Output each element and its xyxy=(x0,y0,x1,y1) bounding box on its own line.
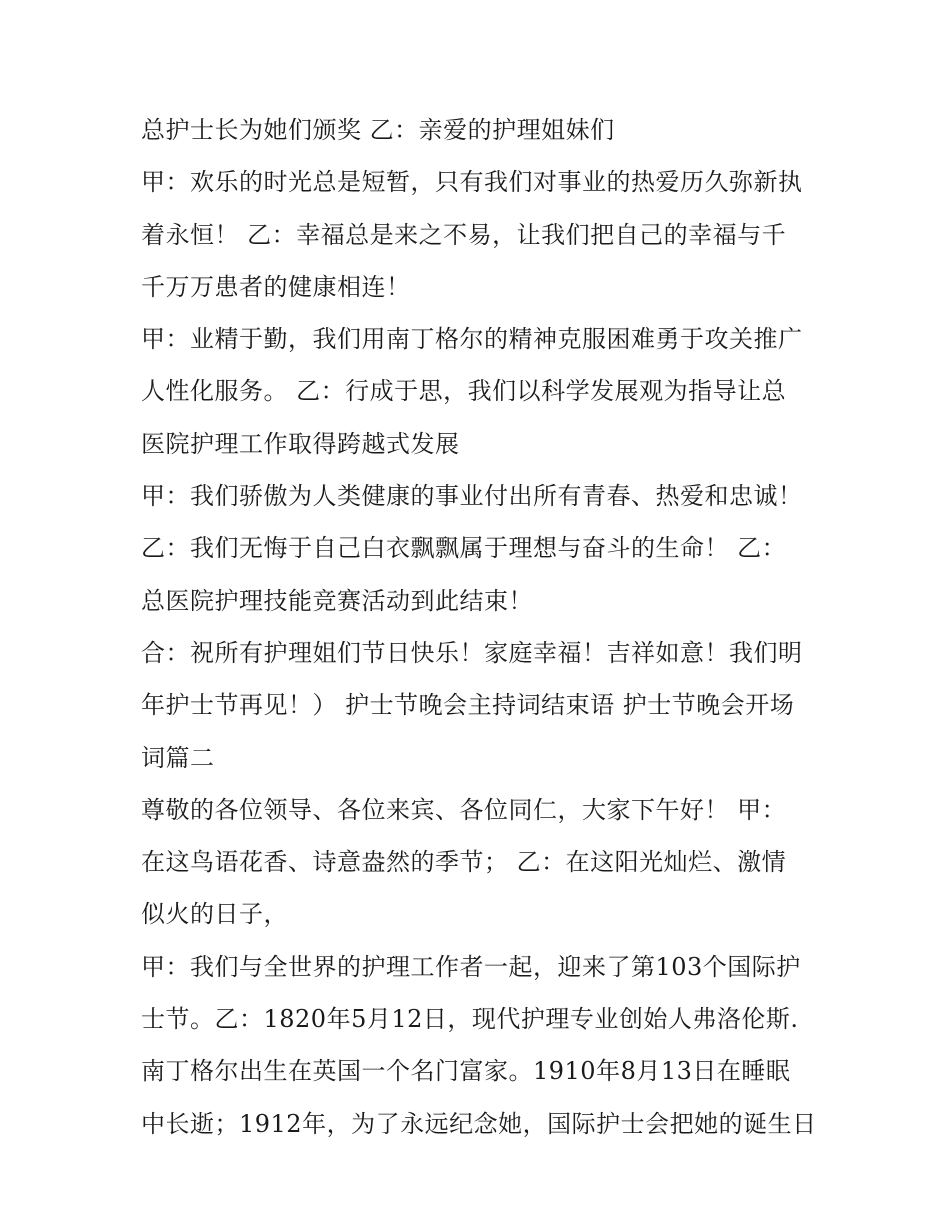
text-line: 总护士长为她们颁奖 乙：亲爱的护理姐妹们 xyxy=(141,116,615,144)
text-line: 年护士节再见！） 护士节晚会主持词结束语 护士节晚会开场 xyxy=(141,691,795,720)
body-text xyxy=(141,104,831,1150)
text-line: 甲：我们与全世界的护理工作者一起，迎来了第103个国际护 xyxy=(141,952,801,981)
text-line: 医院护理工作取得跨越式发展 xyxy=(141,429,460,458)
text-line: 尊敬的各位领导、各位来宾、各位同仁，大家下午好！ 甲： xyxy=(141,795,787,824)
text-line: 千万万患者的健康相连！ xyxy=(141,272,411,301)
text-line: 似火的日子， xyxy=(141,900,288,929)
text-line: 词篇二 xyxy=(141,743,215,772)
text-line: 士节。乙：1820年5月12日，现代护理专业创始人弗洛伦斯. xyxy=(141,1005,799,1034)
text-line: 甲：业精于勤，我们用南丁格尔的精神克服困难勇于攻关推广 xyxy=(141,325,803,354)
text-line: 着永恒！ 乙：幸福总是来之不易，让我们把自己的幸福与千 xyxy=(141,220,787,249)
text-line: 甲：欢乐的时光总是短暂，只有我们对事业的热爱历久弥新执 xyxy=(141,168,803,197)
text-line: 中长逝；1912年，为了永远纪念她，国际护士会把她的诞生日 xyxy=(141,1109,817,1138)
text-line: 人性化服务。 乙：行成于思，我们以科学发展观为指导让总 xyxy=(141,377,787,406)
text-line: 南丁格尔出生在英国一个名门富家。1910年8月13日在睡眠 xyxy=(141,1057,791,1086)
text-line: 在这鸟语花香、诗意盎然的季节； 乙：在这阳光灿烂、激情 xyxy=(141,848,787,877)
text-line: 乙：我们无悔于自己白衣飘飘属于理想与奋斗的生命！ 乙： xyxy=(141,534,787,563)
text-line: 甲：我们骄傲为人类健康的事业付出所有青春、热爱和忠诚！ xyxy=(141,482,803,511)
text-line: 总医院护理技能竞赛活动到此结束！ xyxy=(141,586,533,615)
text-line: 合：祝所有护理姐们节日快乐！家庭幸福！吉祥如意！我们明 xyxy=(141,638,803,667)
